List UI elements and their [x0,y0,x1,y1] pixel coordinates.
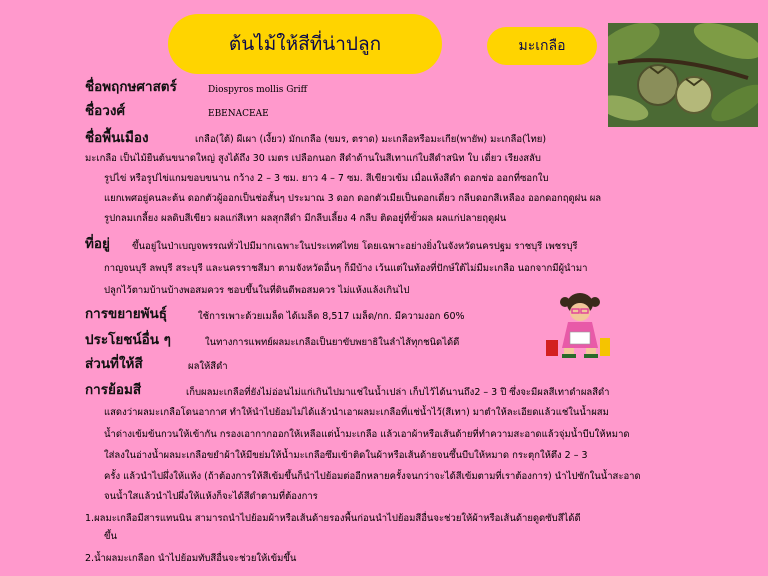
habitat-line: ปลูกไว้ตามบ้านบ้างพอสมควร ชอบขึ้นในที่ดินดีพอสมควร ไม่แห้งแล้งเกินไป [104,285,410,296]
habitat-line: กาญจนบุรี ลพบุรี สระบุรี และนครราชสีมา ตามจังหวัดอื่นๆ ก็มีบ้าง เว้นแต่ในท้องที่ปักษ์ใต้ไม่มีมะเกลือ นอกจากมีผู้นำมา [104,263,588,274]
description-line: มะเกลือ เป็นไม้ยืนต้นขนาดใหญ่ สูงได้ถึง 30 เมตร เปลือกนอก สีดำด้านในสีเทาแก่ใบสีดำสนิท ใบ เดี่ยว เรียงสลับ [85,153,541,164]
dyeing-line: ครั้ง แล้วนำไปผึ่งให้แห้ง (ถ้าต้องการให้สีเข้มขึ้นก็นำไปย้อมต่ออีกหลายครั้งจนกว่าจะได้สีเข้มตามที่เราต้องการ) นำไปซักในน้ำสะอาด [104,471,641,482]
plant-name-badge: มะเกลือ [487,27,597,65]
dyeing-line: จนน้ำใสแล้วนำไปผึ่งให้แห้งก็จะได้สีดำตามที่ต้องการ [104,491,318,502]
habitat-label: ที่อยู่ [85,236,110,252]
dyeing-label: การย้อมสี [85,382,142,398]
dye-part-value: ผลให้สีดำ [188,361,228,372]
habitat-line: ขึ้นอยู่ในป่าเบญจพรรณทั่วไปมีมากเฉพาะในประเทศไทย โดยเฉพาะอย่างยิ่งในจังหวัดนครปฐม ราชบุรี เพชรบุรี [132,241,578,252]
note-line: 2.น้ำผลมะเกลือก นำไปย้อมทับสีอื่นจะช่วยให้เข้มขึ้น [85,553,297,564]
description-line: รูปไข่ หรือรูปไข่แกมขอบขนาน กว้าง 2 – 3 ซม. ยาว 4 – 7 ซม. สีเขียวเข้ม เมื่อแห้งสีดำ ดอกช่อ ออกที่ซอกใบ [104,173,549,184]
family-label: ชื่อวงศ์ [85,103,126,119]
page-title: ต้นไม้ให้สีที่น่าปลูก [168,14,442,74]
other-use-value: ในทางการแพทย์ผลมะเกลือเป็นยาขับพยาธิในลำไส้ทุกชนิดได้ดี [205,337,460,348]
description-line: รูปกลมเกลี้ยง ผลดิบสีเขียว ผลแก่สีเทา ผลสุกสีดำ มีกลีบเลี้ยง 4 กลีบ ติดอยู่ที่ขั้วผล ผลแก่ปลายฤดูฝน [104,213,507,224]
propagation-label: การขยายพันธุ์ [85,306,168,322]
local-name-value: เกลือ(ใต้) ผีเผา (เงี้ยว) มักเกลือ (ขมร, ตราด) มะเกลือหรือมะเกีย(พายัพ) มะเกลือ(ไทย) [195,134,547,145]
other-use-label: ประโยชน์อื่น ๆ [85,332,171,348]
note-line: ขึ้น [104,531,117,542]
family-value: EBENACEAE [208,109,269,119]
dyeing-line: ใส่ลงในอ่างน้ำผลมะเกลือขยำผ้าให้มีขย่มให้น้ำมะเกลือซึมเข้าติดในผ้าหรือเส้นด้ายจนซึ้นบีบให้หมาด กระตุกให้ตึง 2 – 3 [104,450,588,461]
local-name-label: ชื่อพื้นเมือง [85,130,149,146]
dyeing-line: แสดงว่าผลมะเกลือโดนอากาศ ทำให้นำไปย้อมไม่ได้แล้วนำเอาผลมะเกลือที่แช่น้ำไว้(สีเทา) มาตำให้ละเอียดแล้วแช่ในน้ำผสม [104,407,609,418]
dyeing-line: น้ำด่างเข้มข้นกวนให้เข้ากัน กรองเอากากออกให้เหลือแต่น้ำมะเกลือ แล้วเอาผ้าหรือเส้นด้ายที่ทำความสะอาดแล้วจุ่มน้ำบีบให้หมาด [104,429,630,440]
note-line: 1.ผลมะเกลือมีสารแทนนิน สามารถนำไปย้อมผ้าหรือเส้นด้ายรองพื้นก่อนนำไปย้อมสีอื่นจะช่วยให้ผ้าหรือเส้นด้ายดูดซับสีได้ดี [85,513,581,524]
girl-clipart-illustration [544,290,616,362]
dye-part-label: ส่วนที่ให้สี [85,356,143,372]
botanical-name-label: ชื่อพฤกษศาสตร์ [85,79,177,95]
description-line: แยกเพศอยู่คนละต้น ดอกตัวผู้ออกเป็นช่อสั้นๆ ประมาณ 3 ดอก ดอกตัวเมียเป็นดอกเดี่ยว กลีบดอกสีเหลือง ออกดอกฤดูฝน ผล [104,193,602,204]
dyeing-line: เก็บผลมะเกลือที่ยังไม่อ่อนไม่แก่เกินไปมาแช่ในน้ำเปล่า เก็บไว้ได้นานถึง2 – 3 ปี ซึ่งจะมีผลสีเทาดำผลสีดำ [186,387,610,398]
botanical-name-value: Diospyros mollis Griff [208,85,308,95]
propagation-value: ใช้การเพาะด้วยเมล็ด ได้เมล็ด 8,517 เมล็ด/กก. มีความงอก 60% [198,311,465,322]
